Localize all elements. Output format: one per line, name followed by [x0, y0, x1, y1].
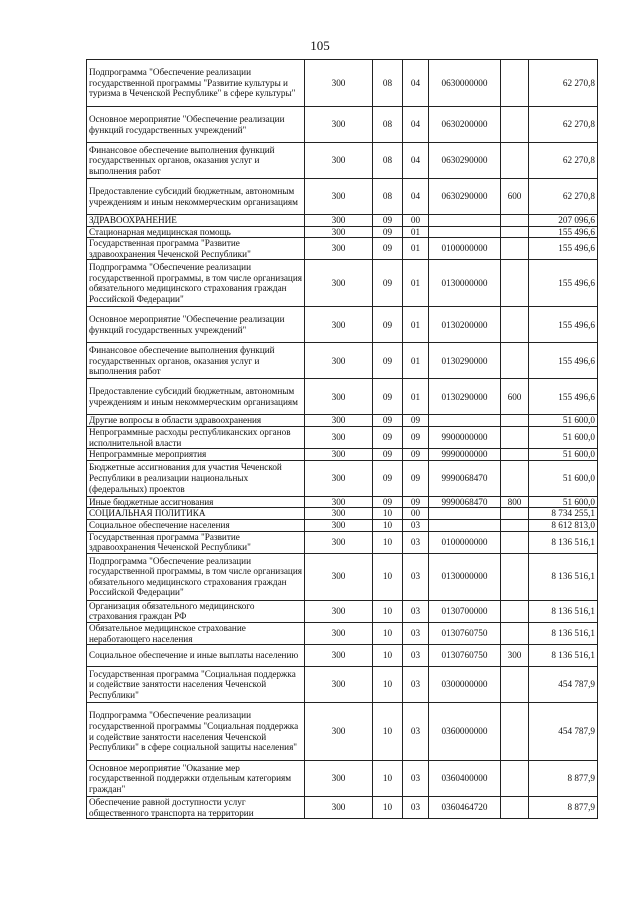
section-code: 10 [373, 553, 403, 600]
table-row [87, 449, 598, 461]
row-name: Основное мероприятие "Оказание мер государственной поддержки отдельным категориям граждан" [87, 761, 305, 797]
expense-type-code [501, 449, 529, 461]
subsection-code: 09 [403, 415, 429, 427]
subsection-code: 04 [403, 179, 429, 215]
row-name: Финансовое обеспечение выполнения функций государственных органов, оказания услуг и выполнения работ [87, 143, 305, 179]
expense-type-code [501, 761, 529, 797]
row-name: Государственная программа "Социальная поддержка и содействие занятости населения Чеченской Республики" [87, 667, 305, 703]
subsection-code: 01 [403, 260, 429, 307]
amount: 62 270,8 [529, 143, 598, 179]
section-code: 09 [373, 449, 403, 461]
expense-type-code [501, 797, 529, 819]
amount: 8 136 516,1 [529, 553, 598, 600]
section-code: 09 [373, 496, 403, 508]
table-row [87, 60, 598, 107]
section-code: 09 [373, 226, 403, 238]
amount: 62 270,8 [529, 179, 598, 215]
table-row [87, 667, 598, 703]
target-article-code: 0130000000 [429, 553, 501, 600]
table-row [87, 215, 598, 227]
amount: 51 600,0 [529, 460, 598, 496]
expense-type-code [501, 600, 529, 622]
expense-type-code [501, 143, 529, 179]
section-code: 09 [373, 426, 403, 448]
section-code: 10 [373, 508, 403, 520]
amount: 8 136 516,1 [529, 600, 598, 622]
amount: 8 136 516,1 [529, 531, 598, 553]
subsection-code: 01 [403, 379, 429, 415]
target-article-code: 0630290000 [429, 143, 501, 179]
expense-type-code [501, 622, 529, 644]
subsection-code: 00 [403, 215, 429, 227]
section-code: 09 [373, 215, 403, 227]
admin-code: 300 [305, 379, 373, 415]
section-code: 08 [373, 179, 403, 215]
expense-type-code [501, 508, 529, 520]
section-code: 10 [373, 703, 403, 761]
target-article-code: 0360000000 [429, 703, 501, 761]
target-article-code: 0130700000 [429, 600, 501, 622]
target-article-code [429, 226, 501, 238]
row-name: Бюджетные ассигнования для участия Чеченской Республики в реализации национальных (федеральных) проектов [87, 460, 305, 496]
subsection-code: 03 [403, 600, 429, 622]
amount: 155 496,6 [529, 307, 598, 343]
admin-code: 300 [305, 797, 373, 819]
section-code: 09 [373, 260, 403, 307]
subsection-code: 03 [403, 761, 429, 797]
target-article-code: 9990000000 [429, 449, 501, 461]
section-code: 09 [373, 415, 403, 427]
row-name: Организация обязательного медицинского страхования граждан РФ [87, 600, 305, 622]
subsection-code: 03 [403, 622, 429, 644]
expense-type-code [501, 260, 529, 307]
section-code: 10 [373, 667, 403, 703]
row-name: Другие вопросы в области здравоохранения [87, 415, 305, 427]
amount: 155 496,6 [529, 238, 598, 260]
admin-code: 300 [305, 260, 373, 307]
admin-code: 300 [305, 645, 373, 667]
expense-type-code [501, 553, 529, 600]
row-name: Социальное обеспечение и иные выплаты населению [87, 645, 305, 667]
table-row [87, 238, 598, 260]
target-article-code: 9900000000 [429, 426, 501, 448]
amount: 8 612 813,0 [529, 519, 598, 531]
target-article-code: 0300000000 [429, 667, 501, 703]
expense-type-code [501, 343, 529, 379]
target-article-code: 0630200000 [429, 107, 501, 143]
table-row [87, 226, 598, 238]
expense-type-code: 300 [501, 645, 529, 667]
admin-code: 300 [305, 508, 373, 520]
subsection-code: 09 [403, 460, 429, 496]
row-name: Основное мероприятие "Обеспечение реализации функций государственных учреждений" [87, 107, 305, 143]
section-code: 08 [373, 143, 403, 179]
admin-code: 300 [305, 703, 373, 761]
expense-type-code [501, 667, 529, 703]
target-article-code: 0100000000 [429, 531, 501, 553]
expense-type-code [501, 531, 529, 553]
table-row [87, 600, 598, 622]
expense-type-code [501, 415, 529, 427]
target-article-code: 9990068470 [429, 496, 501, 508]
admin-code: 300 [305, 667, 373, 703]
amount: 155 496,6 [529, 260, 598, 307]
page-number: 105 [310, 38, 330, 53]
section-code: 10 [373, 519, 403, 531]
table-row [87, 496, 598, 508]
amount: 8 136 516,1 [529, 622, 598, 644]
subsection-code: 03 [403, 703, 429, 761]
row-name: Стационарная медицинская помощь [87, 226, 305, 238]
row-name: Основное мероприятие "Обеспечение реализации функций государственных учреждений" [87, 307, 305, 343]
expense-type-code [501, 226, 529, 238]
target-article-code: 0360400000 [429, 761, 501, 797]
table-body [87, 60, 598, 819]
target-article-code [429, 519, 501, 531]
target-article-code: 0130760750 [429, 622, 501, 644]
admin-code: 300 [305, 622, 373, 644]
target-article-code [429, 215, 501, 227]
target-article-code: 0630290000 [429, 179, 501, 215]
table-row [87, 426, 598, 448]
subsection-code: 04 [403, 60, 429, 107]
expense-type-code [501, 307, 529, 343]
admin-code: 300 [305, 496, 373, 508]
section-code: 08 [373, 60, 403, 107]
expense-type-code [501, 215, 529, 227]
row-name: Непрограммные мероприятия [87, 449, 305, 461]
subsection-code: 09 [403, 496, 429, 508]
admin-code: 300 [305, 460, 373, 496]
amount: 51 600,0 [529, 449, 598, 461]
section-code: 10 [373, 622, 403, 644]
subsection-code: 03 [403, 797, 429, 819]
subsection-code: 09 [403, 426, 429, 448]
amount: 62 270,8 [529, 107, 598, 143]
table-row [87, 519, 598, 531]
amount: 454 787,9 [529, 703, 598, 761]
section-code: 10 [373, 797, 403, 819]
amount: 8 877,9 [529, 797, 598, 819]
target-article-code: 0130000000 [429, 260, 501, 307]
target-article-code: 0630000000 [429, 60, 501, 107]
admin-code: 300 [305, 307, 373, 343]
row-name: Обязательное медицинское страхование неработающего населения [87, 622, 305, 644]
table-row [87, 645, 598, 667]
target-article-code [429, 508, 501, 520]
subsection-code: 09 [403, 449, 429, 461]
row-name: Финансовое обеспечение выполнения функций государственных органов, оказания услуг и выполнения работ [87, 343, 305, 379]
expense-type-code [501, 703, 529, 761]
table-row [87, 508, 598, 520]
section-code: 10 [373, 645, 403, 667]
row-name: Предоставление субсидий бюджетным, автономным учреждениям и иным некоммерческим организациям [87, 179, 305, 215]
amount: 207 096,6 [529, 215, 598, 227]
table-row [87, 622, 598, 644]
expense-type-code [501, 426, 529, 448]
row-name: Подпрограмма "Обеспечение реализации государственной программы, в том числе организация обязательного медицинского страхования граждан Российской Федерации" [87, 260, 305, 307]
section-code: 09 [373, 238, 403, 260]
admin-code: 300 [305, 226, 373, 238]
row-name: Обеспечение равной доступности услуг общественного транспорта на территории [87, 797, 305, 819]
table-row [87, 415, 598, 427]
target-article-code: 0100000000 [429, 238, 501, 260]
row-name: Подпрограмма "Обеспечение реализации государственной программы "Развитие культуры и туризма в Чеченской Республике" в сфере культуры" [87, 60, 305, 107]
admin-code: 300 [305, 179, 373, 215]
admin-code: 300 [305, 415, 373, 427]
table-row [87, 553, 598, 600]
table-row [87, 343, 598, 379]
section-code: 10 [373, 761, 403, 797]
table-row [87, 531, 598, 553]
section-code: 09 [373, 343, 403, 379]
admin-code: 300 [305, 238, 373, 260]
admin-code: 300 [305, 519, 373, 531]
section-code: 09 [373, 307, 403, 343]
target-article-code [429, 415, 501, 427]
section-code: 10 [373, 531, 403, 553]
subsection-code: 03 [403, 519, 429, 531]
budget-table [86, 59, 598, 819]
subsection-code: 03 [403, 553, 429, 600]
table-row [87, 379, 598, 415]
amount: 8 877,9 [529, 761, 598, 797]
target-article-code: 0130290000 [429, 343, 501, 379]
section-code: 10 [373, 600, 403, 622]
expense-type-code [501, 519, 529, 531]
amount: 51 600,0 [529, 496, 598, 508]
expense-type-code: 800 [501, 496, 529, 508]
admin-code: 300 [305, 553, 373, 600]
subsection-code: 01 [403, 226, 429, 238]
subsection-code: 03 [403, 645, 429, 667]
table-row [87, 179, 598, 215]
subsection-code: 01 [403, 238, 429, 260]
target-article-code: 9990068470 [429, 460, 501, 496]
row-name: Непрограммные расходы республиканских органов исполнительной власти [87, 426, 305, 448]
table-row [87, 460, 598, 496]
amount: 8 136 516,1 [529, 645, 598, 667]
amount: 62 270,8 [529, 60, 598, 107]
subsection-code: 03 [403, 531, 429, 553]
amount: 454 787,9 [529, 667, 598, 703]
row-name: Подпрограмма "Обеспечение реализации государственной программы "Социальная поддержка и содействие занятости населения Чеченской Республики" в сфере социальной защиты населения" [87, 703, 305, 761]
subsection-code: 03 [403, 667, 429, 703]
expense-type-code [501, 460, 529, 496]
expense-type-code [501, 238, 529, 260]
table-row [87, 797, 598, 819]
subsection-code: 01 [403, 343, 429, 379]
row-name: Государственная программа "Развитие здравоохранения Чеченской Республики" [87, 531, 305, 553]
table-row [87, 761, 598, 797]
amount: 51 600,0 [529, 415, 598, 427]
row-name: СОЦИАЛЬНАЯ ПОЛИТИКА [87, 508, 305, 520]
table-row [87, 143, 598, 179]
target-article-code: 0130290000 [429, 379, 501, 415]
row-name: Иные бюджетные ассигнования [87, 496, 305, 508]
target-article-code: 0130200000 [429, 307, 501, 343]
admin-code: 300 [305, 761, 373, 797]
row-name: Государственная программа "Развитие здравоохранения Чеченской Республики" [87, 238, 305, 260]
admin-code: 300 [305, 426, 373, 448]
section-code: 09 [373, 460, 403, 496]
expense-type-code: 600 [501, 379, 529, 415]
admin-code: 300 [305, 215, 373, 227]
admin-code: 300 [305, 449, 373, 461]
amount: 51 600,0 [529, 426, 598, 448]
admin-code: 300 [305, 600, 373, 622]
admin-code: 300 [305, 107, 373, 143]
subsection-code: 00 [403, 508, 429, 520]
expense-type-code [501, 107, 529, 143]
row-name: ЗДРАВООХРАНЕНИЕ [87, 215, 305, 227]
subsection-code: 01 [403, 307, 429, 343]
subsection-code: 04 [403, 107, 429, 143]
section-code: 08 [373, 107, 403, 143]
admin-code: 300 [305, 143, 373, 179]
amount: 155 496,6 [529, 379, 598, 415]
expense-type-code [501, 60, 529, 107]
expense-type-code: 600 [501, 179, 529, 215]
amount: 8 734 255,1 [529, 508, 598, 520]
table-row [87, 260, 598, 307]
amount: 155 496,6 [529, 226, 598, 238]
target-article-code: 0130760750 [429, 645, 501, 667]
admin-code: 300 [305, 60, 373, 107]
row-name: Социальное обеспечение населения [87, 519, 305, 531]
table-row [87, 107, 598, 143]
table-row [87, 703, 598, 761]
admin-code: 300 [305, 343, 373, 379]
row-name: Предоставление субсидий бюджетным, автономным учреждениям и иным некоммерческим организациям [87, 379, 305, 415]
row-name: Подпрограмма "Обеспечение реализации государственной программы, в том числе организация обязательного медицинского страхования граждан Российской Федерации" [87, 553, 305, 600]
section-code: 09 [373, 379, 403, 415]
admin-code: 300 [305, 531, 373, 553]
amount: 155 496,6 [529, 343, 598, 379]
target-article-code: 0360464720 [429, 797, 501, 819]
table-row [87, 307, 598, 343]
subsection-code: 04 [403, 143, 429, 179]
